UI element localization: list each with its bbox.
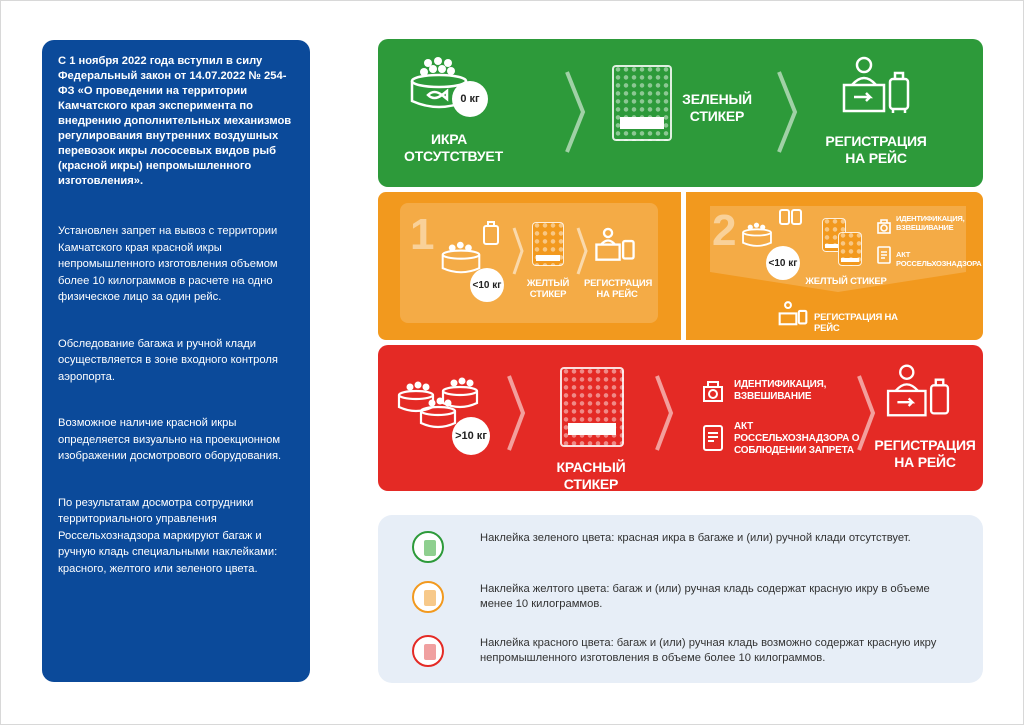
check-in-desk-icon [778, 300, 808, 326]
green-sticker-label: ЗЕЛЕНЫЙ СТИКЕР [682, 91, 752, 124]
check-in-desk-icon [594, 226, 636, 262]
red-sticker-icon [560, 367, 624, 447]
act-label: АКТ РОССЕЛЬХОЗНАДЗОРА [896, 250, 982, 268]
identification-label: ИДЕНТИФИКАЦИЯ, ВЗВЕШИВАНИЕ [896, 214, 965, 232]
yellow-panel-option-2 [686, 192, 983, 340]
green-panel [378, 39, 983, 187]
yellow-sticker-icon [838, 232, 862, 266]
yellow-sticker-label: ЖЕЛТЫЙ СТИКЕР [526, 278, 570, 301]
legend-text: Наклейка зеленого цвета: красная икра в багаже и (или) ручной клади отсутствует. [480, 532, 911, 544]
red-sticker-icon [412, 635, 444, 667]
red-sticker-label: КРАСНЫЙ СТИКЕР [556, 459, 626, 491]
document-icon [876, 246, 892, 264]
yellow-panel-option-1 [378, 192, 681, 340]
chevron-right-icon [776, 69, 798, 155]
marking-paragraph: По результатам досмотра сотрудники территориального управления Россельхознадзора маркируют багаж и ручную кладь специальными наклейками: красного, желтого или зеленого цвета. [58, 496, 278, 575]
weight-badge: 0 кг [452, 81, 488, 117]
red-panel [378, 345, 983, 491]
registration-label: РЕГИСТРАЦИЯ НА РЕЙС [814, 312, 898, 335]
chevron-right-icon [506, 373, 526, 453]
caviar-jar-icon [740, 220, 774, 250]
weight-badge: <10 кг [470, 268, 504, 302]
law-intro: С 1 ноября 2022 года вступил в силу Федеральный закон от 14.07.2022 № 254-ФЗ «О проведении на территории Камчатского края эксперимента по внедрению дополнительных механизмов регулирования внутренних воздушных перевозок икры лососевых видов рыб (красной икры) непромышленного изготовления». [58, 55, 292, 187]
identification-label: ИДЕНТИФИКАЦИЯ, ВЗВЕШИВАНИЕ [734, 379, 827, 402]
legend-text: Наклейка желтого цвета: багаж и (или) ручная кладь содержат красную икру в объеме менее 10 килограммов. [480, 583, 930, 610]
caviar-absent-label: ИКРА ОТСУТСТВУЕТ [404, 131, 503, 164]
registration-label: РЕГИСТРАЦИЯ НА РЕЙС [825, 133, 927, 166]
green-sticker-icon [412, 531, 444, 563]
chevron-right-icon [512, 226, 524, 276]
luggage-icon [482, 220, 500, 246]
sticker-legend [378, 515, 983, 683]
chevron-right-icon [564, 69, 586, 155]
option-number: 1 [410, 210, 435, 259]
legend-text: Наклейка красного цвета: багаж и (или) ручная кладь возможно содержат красную икру непромышленного изготовления в объеме более 10 килограммов. [480, 637, 937, 664]
yellow-sticker-icon [412, 581, 444, 613]
weight-badge: >10 кг [452, 417, 490, 455]
chevron-right-icon [654, 373, 674, 453]
luggage-icon [778, 206, 804, 226]
document-icon [702, 425, 724, 451]
option-number: 2 [712, 206, 737, 255]
registration-label: РЕГИСТРАЦИЯ НА РЕЙС [874, 437, 976, 470]
scale-icon [702, 379, 724, 403]
chevron-right-icon [576, 226, 588, 276]
green-sticker-icon [612, 65, 672, 141]
info-panel [42, 40, 310, 682]
check-in-desk-icon [884, 361, 952, 419]
act-label: АКТ РОССЕЛЬХОЗНАДЗОРА О СОБЛЮДЕНИИ ЗАПРЕТА [734, 421, 860, 456]
ban-paragraph: Установлен запрет на вывоз с территории Камчатского края красной икры непромышленного изготовления объемом более 10 килограммов в расчете на одно физическое лицо за один рейс. [58, 225, 278, 303]
check-in-desk-icon [840, 53, 912, 115]
yellow-sticker-label: ЖЕЛТЫЙ СТИКЕР [805, 276, 887, 287]
weight-badge: <10 кг [766, 246, 800, 280]
detection-paragraph: Возможное наличие красной икры определяется визуально на проекционном изображении досмотрового оборудования. [58, 417, 282, 462]
yellow-sticker-icon [532, 222, 564, 266]
registration-label: РЕГИСТРАЦИЯ НА РЕЙС [584, 278, 653, 301]
inspection-paragraph: Обследование багажа и ручной клади осуществляется в зоне входного контроля аэропорта. [58, 337, 278, 383]
scale-icon [876, 218, 892, 234]
option-1-box [400, 203, 658, 323]
